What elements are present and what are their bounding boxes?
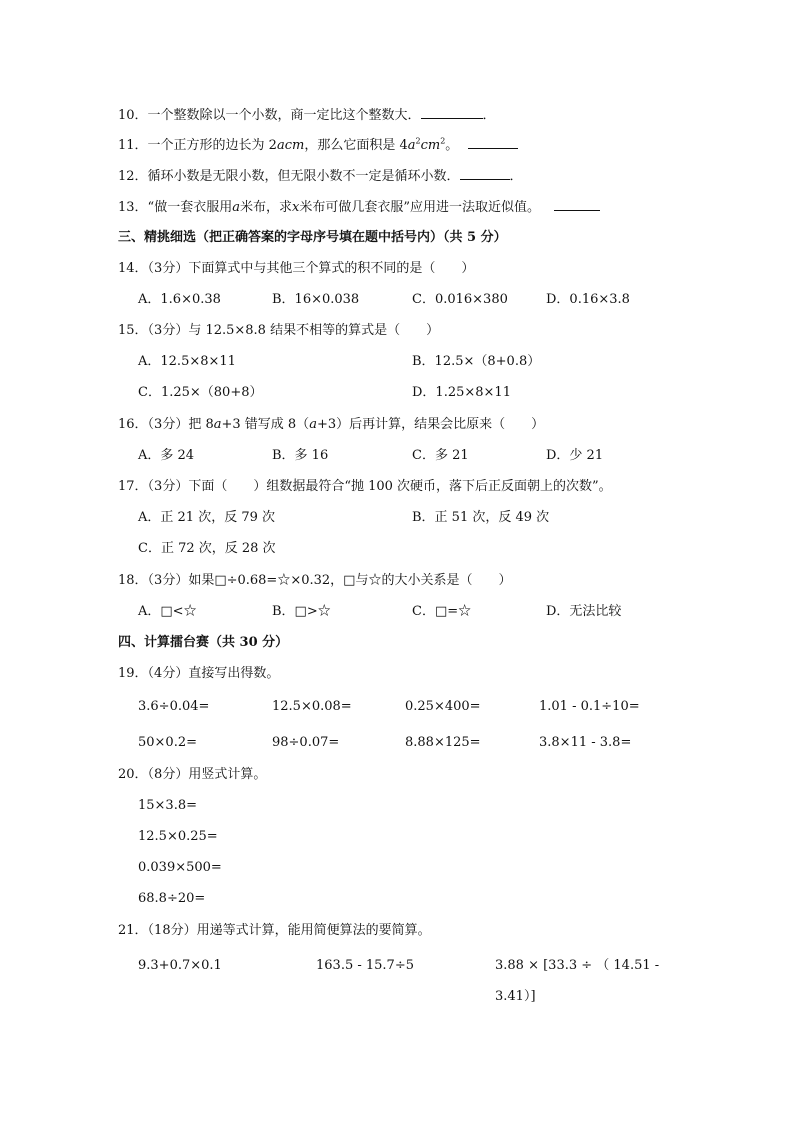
question-17: 17．（3分）下面（ ）组数据最符合“抛 100 次硬币，落下后正反面朝上的次数”。	[118, 479, 612, 494]
q19-item: 3.8×11 - 3.8=	[539, 735, 632, 750]
question-18: 18．（3分）如果□÷0.68=☆×0.32，□与☆的大小关系是（ ）	[118, 573, 512, 588]
q14-option-c[interactable]: C．0.016×380	[412, 292, 508, 307]
question-15: 15．（3分）与 12.5×8.8 结果不相等的算式是（ ）	[118, 323, 440, 338]
q16-option-d[interactable]: D．少 21	[546, 448, 604, 463]
q19-item: 98÷0.07=	[272, 735, 340, 750]
q17-option-a[interactable]: A．正 21 次，反 79 次	[138, 510, 276, 525]
q21-item-continued: 3.41）]	[495, 989, 536, 1004]
question-16: 16．（3分）把 8a+3 错写成 8（a+3）后再计算，结果会比原来（ ）	[118, 417, 545, 432]
answer-blank[interactable]	[554, 198, 600, 211]
question-13: 13．“做一套衣服用a米布，求x米布可做几套衣服”应用进一法取近似值。	[118, 198, 600, 216]
q18-option-a[interactable]: A．□<☆	[138, 604, 197, 619]
question-14: 14．（3分）下面算式中与其他三个算式的积不同的是（ ）	[118, 261, 475, 276]
q15-option-b[interactable]: B．12.5×（8+0.8）	[412, 354, 541, 369]
q21-item: 9.3+0.7×0.1	[138, 958, 222, 973]
q17-option-c[interactable]: C．正 72 次，反 28 次	[138, 541, 276, 556]
q15-option-c[interactable]: C．1.25×（80+8）	[138, 385, 263, 400]
q16-option-a[interactable]: A．多 24	[138, 448, 195, 463]
q19-item: 50×0.2=	[138, 735, 198, 750]
q20-item: 12.5×0.25=	[138, 829, 218, 844]
q18-option-d[interactable]: D．无法比较	[546, 604, 622, 619]
question-21: 21．（18分）用递等式计算，能用简便算法的要简算。	[118, 923, 431, 938]
question-19: 19．（4分）直接写出得数。	[118, 666, 280, 681]
q15-option-a[interactable]: A．12.5×8×11	[138, 354, 236, 369]
question-20: 20．（8分）用竖式计算。	[118, 767, 267, 782]
question-12: 12．循环小数是无限小数，但无限小数不一定是循环小数． ．	[118, 169, 523, 184]
section-4-heading: 四、计算擂台赛（共 30 分）	[118, 635, 289, 650]
q20-item: 15×3.8=	[138, 798, 198, 813]
q18-option-b[interactable]: B．□>☆	[272, 604, 331, 619]
q16-option-b[interactable]: B．多 16	[272, 448, 329, 463]
question-11: 11．一个正方形的边长为 2acm，那么它面积是 $4a^2cm^2$。	[118, 136, 518, 154]
q21-item: 3.88 × [33.3 ÷ （ 14.51 -	[495, 958, 660, 973]
q19-item: 8.88×125=	[405, 735, 481, 750]
q15-option-d[interactable]: D．1.25×8×11	[412, 385, 511, 400]
q21-item: 163.5 - 15.7÷5	[316, 958, 414, 973]
q19-item: 0.25×400=	[405, 699, 481, 714]
q20-item: 0.039×500=	[138, 860, 222, 875]
q14-option-d[interactable]: D．0.16×3.8	[546, 292, 630, 307]
q19-item: 3.6÷0.04=	[138, 699, 210, 714]
answer-blank[interactable]	[468, 136, 518, 149]
q16-option-c[interactable]: C．多 21	[412, 448, 469, 463]
q14-option-a[interactable]: A．1.6×0.38	[138, 292, 221, 307]
q19-item: 12.5×0.08=	[272, 699, 352, 714]
q14-option-b[interactable]: B．16×0.038	[272, 292, 360, 307]
answer-blank[interactable]	[460, 167, 510, 180]
q19-item: 1.01 - 0.1÷10=	[539, 699, 640, 714]
q18-option-c[interactable]: C．□=☆	[412, 604, 472, 619]
q17-option-b[interactable]: B．正 51 次，反 49 次	[412, 510, 550, 525]
answer-blank[interactable]	[421, 106, 483, 119]
section-3-heading: 三、精挑细选（把正确答案的字母序号填在题中括号内）（共 5 分）	[118, 230, 507, 245]
question-10: 10．一个整数除以一个小数，商一定比这个整数大． ．	[118, 108, 496, 123]
q20-item: 68.8÷20=	[138, 891, 206, 906]
